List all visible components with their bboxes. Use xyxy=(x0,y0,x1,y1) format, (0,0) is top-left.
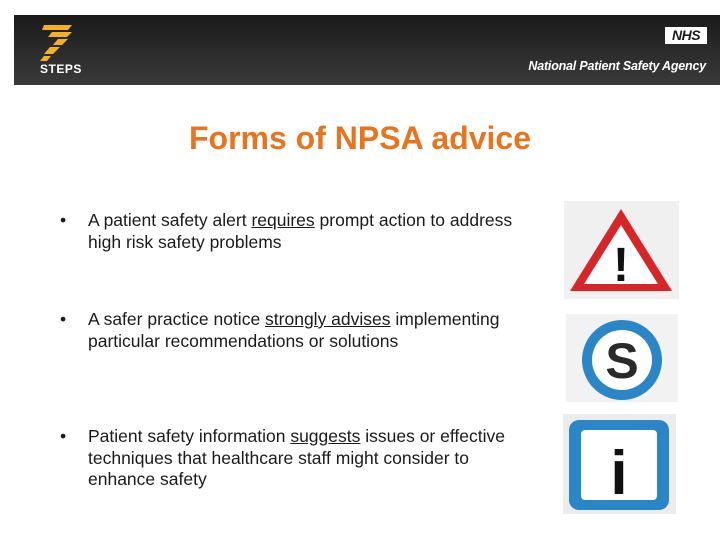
svg-text:i: i xyxy=(610,439,628,508)
bullet-emphasis: suggests xyxy=(290,426,361,446)
slide-title: Forms of NPSA advice xyxy=(188,120,531,156)
bullet-text: A patient safety alert requires prompt action to address high risk safety problems xyxy=(88,210,513,252)
warning-triangle-icon xyxy=(564,201,679,299)
header-banner xyxy=(14,15,720,85)
steps-logo-icon xyxy=(38,23,78,63)
bullet-emphasis: requires xyxy=(251,210,315,230)
agency-name: National Patient Safety Agency xyxy=(528,59,706,73)
nhs-logo: NHS xyxy=(665,27,707,44)
bullet-dot: • xyxy=(60,309,67,329)
svg-text:!: ! xyxy=(613,239,629,292)
alert-sign xyxy=(564,201,679,299)
bullet-text: Patient safety information suggests issues or effective techniques that healthcare staff might consider to enhance safety xyxy=(88,426,505,489)
safer-practice-sign xyxy=(566,314,678,402)
svg-text:S: S xyxy=(605,333,639,389)
information-sign xyxy=(563,414,676,514)
bullet-emphasis: strongly advises xyxy=(265,309,391,329)
information-icon xyxy=(563,414,676,514)
s-circle-icon xyxy=(566,314,678,402)
bullet-dot: • xyxy=(60,210,67,230)
steps-label: STEPS xyxy=(40,62,82,76)
bullet-text: A safer practice notice strongly advises implementing particular recommendations or solutions xyxy=(88,309,500,351)
bullet-dot: • xyxy=(60,426,67,446)
